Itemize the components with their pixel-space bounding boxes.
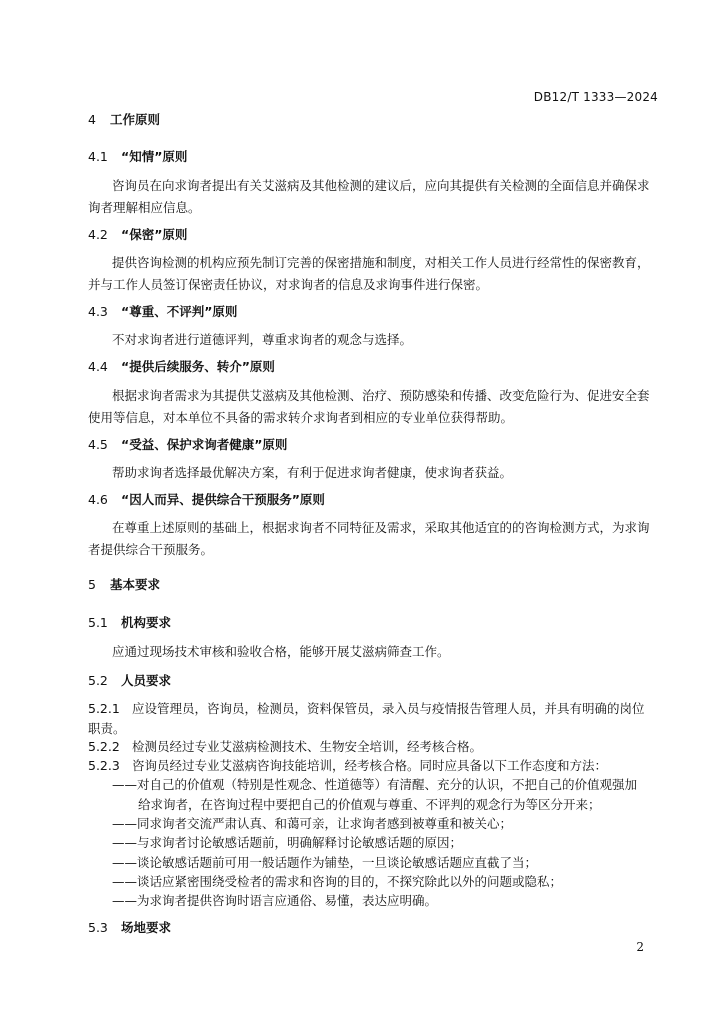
section-title: “尊重、不评判”原则 [121,304,238,319]
section-number: 4.1 [88,149,108,164]
dash-item-3: ——与求询者讨论敏感话题前，明确解释讨论敏感话题的原因； [112,835,463,850]
section-5-2-1-line-2: 职责。 [88,721,126,736]
section-4-5-line-1: 帮助求询者选择最优解决方案，有利于促进求询者健康，使求询者获益。 [112,465,513,480]
section-4-3-heading [88,301,658,323]
section-number: 5.2 [88,673,108,688]
page-number: 2 [636,940,644,954]
section-4-4-line-2: 使用等信息，对本单位不具备的需求转介求询者到相应的专业单位获得帮助。 [88,410,514,425]
section-5-2-heading [88,670,658,692]
section-4-2-line-1: 提供咨询检测的机构应预先制订完善的保密措施和制度，对相关工作人员进行经常性的保密教育， [112,255,650,270]
section-5-3-heading [88,917,658,939]
clause-number: 5.2.3 [88,758,120,773]
section-number: 4 [88,112,96,127]
section-number: 5.1 [88,615,108,630]
section-number: 5.3 [88,920,108,935]
section-number: 4.5 [88,437,108,452]
section-4-6-heading [88,489,658,511]
section-4-2-line-2: 并与工作人员签订保密责任协议，对求询者的信息及求询事件进行保密。 [88,277,489,292]
section-number: 4.4 [88,359,108,374]
section-4-2-heading [88,224,658,246]
standard-number: DB12/T 1333—2024 [533,90,658,104]
section-5-heading [88,574,658,596]
dash-item-1-line-2: 给求询者，在咨询过程中要把自己的价值观与尊重、不评判的观念行为等区分开来； [138,797,601,812]
section-4-1-line-2: 询者理解相应信息。 [88,200,201,215]
section-4-4-heading [88,356,658,378]
section-title: 机构要求 [121,615,172,630]
section-number: 5 [88,577,96,592]
section-title: “受益、保护求询者健康”原则 [121,437,288,452]
section-4-1-heading [88,146,658,168]
dash-item-5: ——谈话应紧密围绕受检者的需求和咨询的目的，不探究除此以外的问题或隐私； [112,874,563,889]
section-number: 4.6 [88,492,108,507]
dash-item-4: ——谈论敏感话题前可用一般话题作为铺垫，一旦谈论敏感话题应直截了当； [112,855,538,870]
clause-number: 5.2.1 [88,701,120,716]
section-5-1-line-1: 应通过现场技术审核和验收合格，能够开展艾滋病筛查工作。 [112,644,450,659]
section-5-2-1-line-1 [88,698,658,720]
section-4-6-line-2: 者提供综合干预服务。 [88,542,214,557]
section-title: 基本要求 [110,577,161,592]
clause-text: 检测员经过专业艾滋病检测技术、生物安全培训，经考核合格。 [132,739,483,754]
section-title: 人员要求 [121,673,172,688]
clause-number: 5.2.2 [88,739,120,754]
section-number: 4.2 [88,227,108,242]
section-title: “提供后续服务、转介”原则 [121,359,275,374]
dash-item-6: ——为求询者提供咨询时语言应通俗、易懂，表达应明确。 [112,893,438,908]
section-title: “知情”原则 [121,149,188,164]
section-4-heading [88,109,658,131]
clause-text: 咨询员经过专业艾滋病咨询技能培训，经考核合格。同时应具备以下工作态度和方法： [132,758,608,773]
clause-text: 应设管理员，咨询员，检测员，资料保管员，录入员与疫情报告管理人员，并具有明确的岗位 [132,701,645,716]
section-4-6-line-1: 在尊重上述原则的基础上，根据求询者不同特征及需求，采取其他适宜的的咨询检测方式，为求询 [112,520,650,535]
dash-item-2: ——同求询者交流严肃认真、和蔼可亲，让求询者感到被尊重和被关心； [112,816,513,831]
section-title: “保密”原则 [121,227,188,242]
section-5-1-heading [88,612,658,634]
section-number: 4.3 [88,304,108,319]
section-title: 场地要求 [121,920,172,935]
section-4-4-line-1: 根据求询者需求为其提供艾滋病及其他检测、治疗、预防感染和传播、改变危险行为、促进安全套 [112,388,650,403]
section-title: 工作原则 [110,112,161,127]
dash-item-1-line-1: ——对自己的价值观（特别是性观念、性道德等）有清醒、充分的认识，不把自己的价值观强加 [112,777,638,792]
section-4-1-line-1: 咨询员在向求询者提出有关艾滋病及其他检测的建议后，应向其提供有关检测的全面信息并确保求 [112,178,650,193]
section-4-3-line-1: 不对求询者进行道德评判，尊重求询者的观念与选择。 [112,332,413,347]
section-4-5-heading [88,434,658,456]
section-title: “因人而异、提供综合干预服务”原则 [121,492,325,507]
